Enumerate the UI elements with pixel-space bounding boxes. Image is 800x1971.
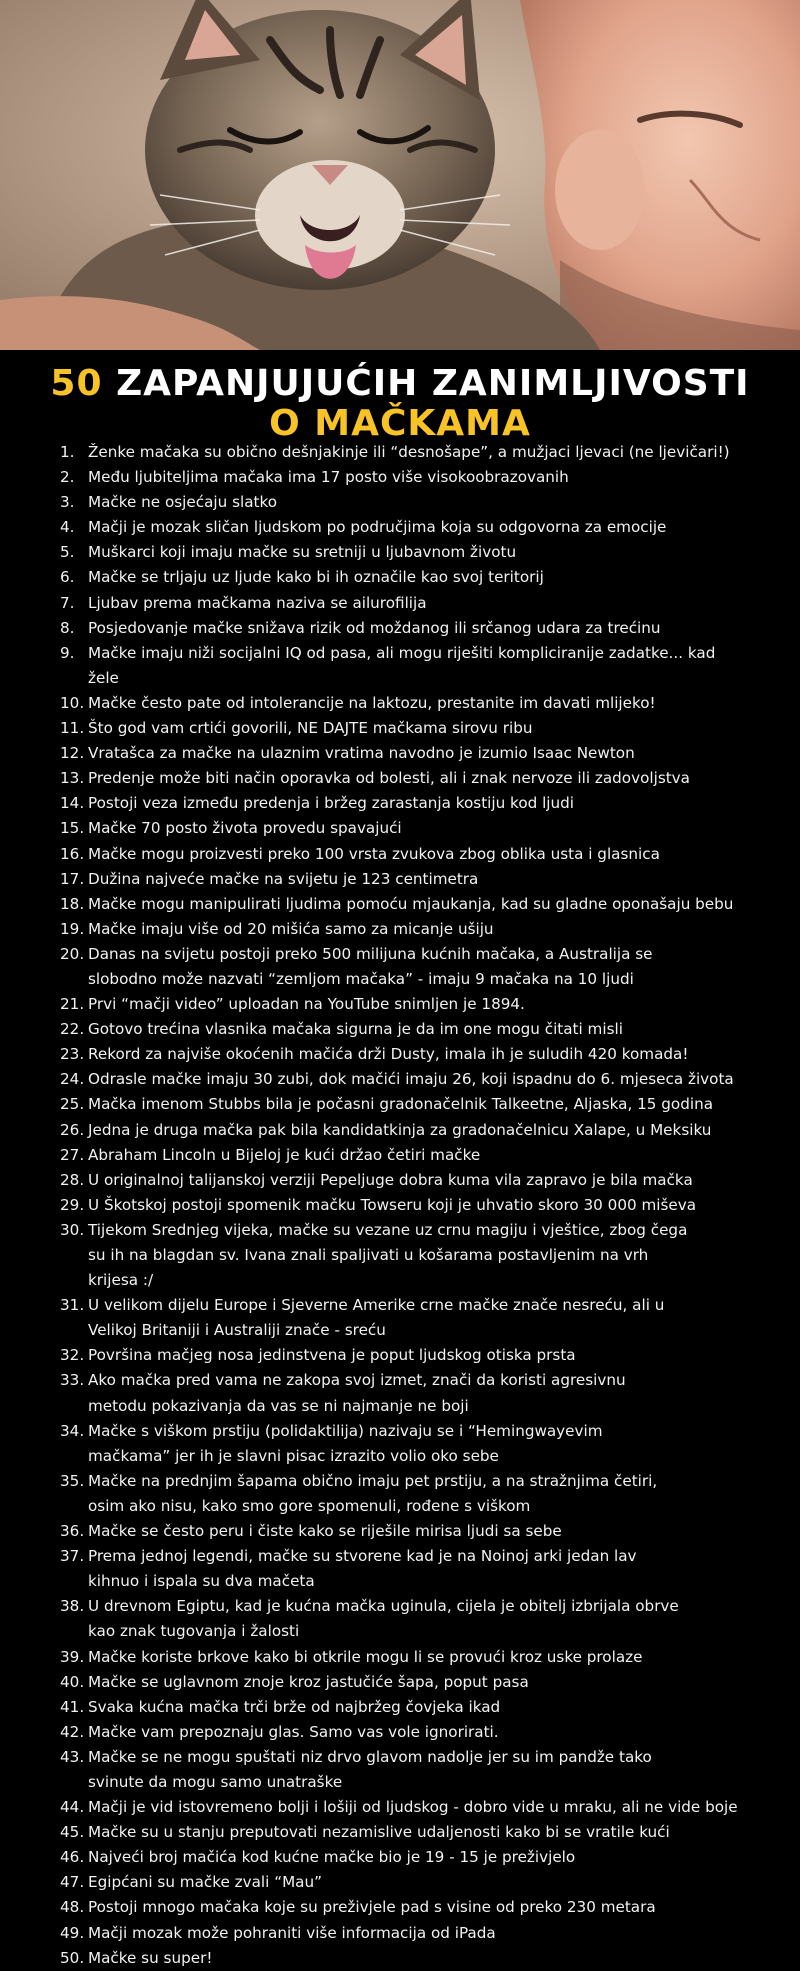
- fact-text: Predenje može biti način oporavka od bolesti, ali i znak nervoze ili zadovoljstva: [88, 769, 690, 788]
- fact-text: Mačji je mozak sličan ljudskom po područjima koja su odgovorna za emocije: [88, 518, 667, 537]
- fact-number: 37.: [60, 1547, 85, 1566]
- fact-text: Abraham Lincoln u Bijeloj je kući držao četiri mačke: [88, 1145, 481, 1164]
- fact-item: [60, 1745, 750, 1795]
- fact-item: [60, 741, 750, 766]
- fact-number: 19.: [60, 919, 85, 938]
- fact-item: [60, 1042, 750, 1067]
- fact-number: 29.: [60, 1195, 85, 1214]
- fact-number: 50.: [60, 1948, 85, 1967]
- fact-item: [60, 1695, 750, 1720]
- title-line-1: [0, 364, 800, 404]
- fact-text: Tijekom Srednjeg vijeka, mačke su vezane uz crnu magiju i vještice, zbog čega su ih na blagdan sv. Ivana znali spaljivati u košarama postavljenim na vrh krijesa :/: [88, 1220, 688, 1290]
- fact-item: [60, 490, 750, 515]
- fact-text: Mačke mogu manipulirati ljudima pomoću mjaukanja, kad su gladne oponašaju bebu: [88, 894, 734, 913]
- fact-text: Muškarci koji imaju mačke su sretniji u ljubavnom životu: [88, 543, 517, 562]
- cat-photo: [0, 0, 800, 350]
- fact-text: Egipćani su mačke zvali “Mau”: [88, 1873, 322, 1892]
- facts-list: [0, 440, 750, 1971]
- fact-number: 9.: [60, 643, 75, 662]
- fact-text: U originalnoj talijanskoj verziji Pepeljuge dobra kuma vila zapravo je bila mačka: [88, 1170, 693, 1189]
- fact-text: Postoji mnogo mačaka koje su preživjele pad s visine od preko 230 metara: [88, 1898, 656, 1917]
- fact-item: [60, 867, 750, 892]
- fact-item: [60, 540, 750, 565]
- fact-number: 12.: [60, 744, 85, 763]
- fact-item: [60, 1870, 750, 1895]
- fact-text: Prvi “mačji video” uploadan na YouTube snimljen je 1894.: [88, 995, 525, 1014]
- fact-number: 17.: [60, 869, 85, 888]
- fact-number: 46.: [60, 1848, 85, 1867]
- fact-number: 23.: [60, 1045, 85, 1064]
- fact-number: 38.: [60, 1597, 85, 1616]
- fact-text: Među ljubiteljima mačaka ima 17 posto više visokoobrazovanih: [88, 468, 569, 487]
- fact-number: 25.: [60, 1095, 85, 1114]
- fact-text: Vratašca za mačke na ulaznim vratima navodno je izumio Isaac Newton: [88, 744, 635, 763]
- fact-number: 15.: [60, 819, 85, 838]
- fact-text: Mačke se trljaju uz ljude kako bi ih označile kao svoj teritorij: [88, 568, 544, 587]
- fact-number: 21.: [60, 995, 85, 1014]
- fact-item: [60, 1946, 750, 1971]
- fact-number: 31.: [60, 1296, 85, 1315]
- fact-item: [60, 1670, 750, 1695]
- fact-item: [60, 1419, 750, 1469]
- fact-number: 30.: [60, 1220, 85, 1239]
- fact-text: Mačke su super!: [88, 1948, 213, 1967]
- fact-number: 36.: [60, 1522, 85, 1541]
- fact-text: Mačke mogu proizvesti preko 100 vrsta zvukova zbog oblika usta i glasnica: [88, 844, 660, 863]
- fact-item: [60, 791, 750, 816]
- fact-text: Prema jednoj legendi, mačke su stvorene kad je na Noinoj arki jedan lav kihnuo i ispala su dva mačeta: [88, 1547, 637, 1591]
- fact-text: U velikom dijelu Europe i Sjeverne Amerike crne mačke znače nesreću, ali u Velikoj Britaniji i Australiji znače - sreću: [88, 1296, 665, 1340]
- fact-item: [60, 892, 750, 917]
- fact-number: 16.: [60, 844, 85, 863]
- fact-number: 10.: [60, 693, 85, 712]
- fact-number: 3.: [60, 493, 75, 512]
- fact-number: 24.: [60, 1070, 85, 1089]
- fact-text: Posjedovanje mačke snižava rizik od moždanog ili srčanog udara za trećinu: [88, 618, 661, 637]
- fact-item: [60, 1645, 750, 1670]
- fact-text: Mačke često pate od intolerancije na laktozu, prestanite im davati mlijeko!: [88, 693, 656, 712]
- fact-number: 43.: [60, 1747, 85, 1766]
- fact-text: Što god vam crtići govorili, NE DAJTE mačkama sirovu ribu: [88, 719, 533, 738]
- fact-item: [60, 1092, 750, 1117]
- fact-number: 22.: [60, 1020, 85, 1039]
- fact-item: [60, 1895, 750, 1920]
- fact-item: [60, 1143, 750, 1168]
- fact-item: [60, 565, 750, 590]
- fact-item: [60, 1921, 750, 1946]
- fact-item: [60, 917, 750, 942]
- fact-number: 5.: [60, 543, 75, 562]
- fact-number: 39.: [60, 1647, 85, 1666]
- fact-number: 48.: [60, 1898, 85, 1917]
- fact-number: 26.: [60, 1120, 85, 1139]
- title-line2-prefix: O: [269, 403, 301, 444]
- fact-item: [60, 842, 750, 867]
- fact-number: 14.: [60, 794, 85, 813]
- fact-item: [60, 1168, 750, 1193]
- fact-text: Mačke imaju više od 20 mišića samo za micanje ušiju: [88, 919, 494, 938]
- fact-text: Mačke s viškom prstiju (polidaktilija) nazivaju se i “Hemingwayevim mačkama” jer ih je slavni pisac izrazito volio oko sebe: [88, 1421, 603, 1465]
- fact-text: Mačke koriste brkove kako bi otkrile mogu li se provući kroz uske prolaze: [88, 1647, 643, 1666]
- fact-item: [60, 616, 750, 641]
- fact-number: 49.: [60, 1923, 85, 1942]
- fact-item: [60, 1293, 750, 1343]
- page-title: [0, 350, 800, 444]
- fact-number: 8.: [60, 618, 75, 637]
- fact-item: [60, 1845, 750, 1870]
- fact-text: Mačke su u stanju preputovati nezamislive udaljenosti kako bi se vratile kući: [88, 1823, 670, 1842]
- title-line2-highlight: MAČKAMA: [314, 403, 531, 444]
- title-line-2: [0, 404, 800, 444]
- fact-item: [60, 465, 750, 490]
- fact-number: 40.: [60, 1672, 85, 1691]
- fact-number: 33.: [60, 1371, 85, 1390]
- fact-item: [60, 1820, 750, 1845]
- fact-number: 11.: [60, 719, 85, 738]
- fact-text: Mačke na prednjim šapama obično imaju pet prstiju, a na stražnjima četiri, osim ako nisu, kako smo gore spomenuli, rođene s viškom: [88, 1471, 658, 1515]
- fact-number: 44.: [60, 1798, 85, 1817]
- fact-item: [60, 716, 750, 741]
- fact-item: [60, 440, 750, 465]
- fact-text: Najveći broj mačića kod kućne mačke bio je 19 - 15 je preživjelo: [88, 1848, 576, 1867]
- fact-item: [60, 515, 750, 540]
- fact-number: 27.: [60, 1145, 85, 1164]
- fact-item: [60, 942, 750, 992]
- fact-number: 20.: [60, 944, 85, 963]
- fact-text: Danas na svijetu postoji preko 500 milijuna kućnih mačaka, a Australija se slobodno može nazvati “zemljom mačaka” - imaju 9 mačaka na 10 ljudi: [88, 944, 653, 988]
- fact-number: 1.: [60, 443, 75, 461]
- fact-item: [60, 691, 750, 716]
- fact-item: [60, 591, 750, 616]
- fact-text: Površina mačjeg nosa jedinstvena je poput ljudskog otiska prsta: [88, 1346, 576, 1365]
- fact-text: Mačke se često peru i čiste kako se riješile mirisa ljudi sa sebe: [88, 1522, 562, 1541]
- fact-number: 7.: [60, 593, 75, 612]
- fact-item: [60, 641, 750, 691]
- fact-text: Jedna je druga mačka pak bila kandidatkinja za gradonačelnicu Xalape, u Meksiku: [88, 1120, 712, 1139]
- fact-text: Mačke se uglavnom znoje kroz jastučiće šapa, poput pasa: [88, 1672, 529, 1691]
- fact-item: [60, 1795, 750, 1820]
- fact-number: 6.: [60, 568, 75, 587]
- fact-text: Postoji veza između predenja i bržeg zarastanja kostiju kod ljudi: [88, 794, 574, 813]
- fact-number: 45.: [60, 1823, 85, 1842]
- cat-and-man-illustration: [0, 0, 800, 350]
- title-number: 50: [50, 363, 103, 404]
- fact-number: 13.: [60, 769, 85, 788]
- fact-item: [60, 1368, 750, 1418]
- fact-item: [60, 1343, 750, 1368]
- fact-number: 2.: [60, 468, 75, 487]
- fact-text: Mačke se ne mogu spuštati niz drvo glavom nadolje jer su im pandže tako svinute da mogu samo unatraške: [88, 1747, 652, 1791]
- fact-number: 42.: [60, 1722, 85, 1741]
- fact-text: Mačke 70 posto života provedu spavajući: [88, 819, 402, 838]
- fact-text: U Škotskoj postoji spomenik mačku Towseru koji je uhvatio skoro 30 000 miševa: [88, 1195, 697, 1214]
- fact-text: Mačke ne osjećaju slatko: [88, 493, 278, 512]
- fact-number: 18.: [60, 894, 85, 913]
- fact-text: Odrasle mačke imaju 30 zubi, dok mačići imaju 26, koji ispadnu do 6. mjeseca života: [88, 1070, 734, 1089]
- fact-item: [60, 766, 750, 791]
- fact-item: [60, 1193, 750, 1218]
- fact-text: U drevnom Egiptu, kad je kućna mačka uginula, cijela je obitelj izbrijala obrve kao znak tugovanja i žalosti: [88, 1597, 679, 1641]
- fact-item: [60, 1067, 750, 1092]
- fact-item: [60, 1118, 750, 1143]
- fact-text: Mačji je vid istovremeno bolji i lošiji od ljudskog - dobro vide u mraku, ali ne vide boje: [88, 1798, 738, 1817]
- fact-text: Mačka imenom Stubbs bila je počasni gradonačelnik Talkeetne, Aljaska, 15 godina: [88, 1095, 714, 1114]
- fact-text: Ženke mačaka su obično dešnjakinje ili “desnošape”, a mužjaci ljevaci (ne ljevičari!): [88, 443, 730, 461]
- fact-item: [60, 816, 750, 841]
- fact-item: [60, 1594, 750, 1644]
- fact-number: 32.: [60, 1346, 85, 1365]
- fact-item: [60, 1218, 750, 1293]
- fact-text: Mačke imaju niži socijalni IQ od pasa, ali mogu riješiti kompliciranije zadatke... kad žele: [88, 643, 716, 687]
- fact-number: 35.: [60, 1471, 85, 1490]
- fact-number: 34.: [60, 1421, 85, 1440]
- title-line1-text: ZAPANJUJUĆIH ZANIMLJIVOSTI: [116, 363, 750, 404]
- fact-text: Dužina najveće mačke na svijetu je 123 centimetra: [88, 869, 479, 888]
- fact-text: Rekord za najviše okoćenih mačića drži Dusty, imala ih je suludih 420 komada!: [88, 1045, 689, 1064]
- fact-item: [60, 1469, 750, 1519]
- fact-item: [60, 992, 750, 1017]
- fact-number: 28.: [60, 1170, 85, 1189]
- fact-text: Mačke vam prepoznaju glas. Samo vas vole ignorirati.: [88, 1722, 499, 1741]
- fact-item: [60, 1017, 750, 1042]
- fact-item: [60, 1720, 750, 1745]
- fact-text: Ljubav prema mačkama naziva se ailurofilija: [88, 593, 427, 612]
- fact-number: 47.: [60, 1873, 85, 1892]
- fact-number: 41.: [60, 1697, 85, 1716]
- fact-item: [60, 1544, 750, 1594]
- fact-text: Svaka kućna mačka trči brže od najbržeg čovjeka ikad: [88, 1697, 501, 1716]
- fact-text: Ako mačka pred vama ne zakopa svoj izmet, znači da koristi agresivnu metodu pokazivanja da vas se ni najmanje ne boji: [88, 1371, 626, 1415]
- fact-item: [60, 1519, 750, 1544]
- fact-text: Mačji mozak može pohraniti više informacija od iPada: [88, 1923, 496, 1942]
- fact-text: Gotovo trećina vlasnika mačaka sigurna je da im one mogu čitati misli: [88, 1020, 623, 1039]
- fact-number: 4.: [60, 518, 75, 537]
